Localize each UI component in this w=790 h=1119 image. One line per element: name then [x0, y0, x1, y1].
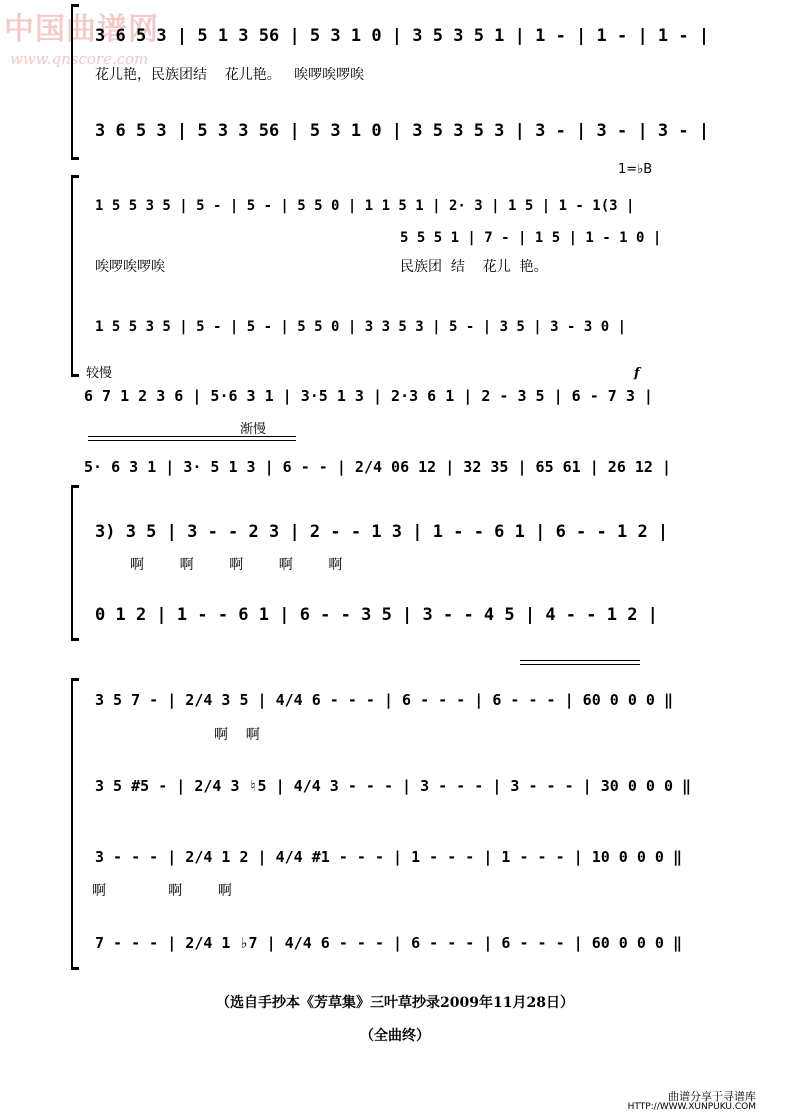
diminuendo-hairpin: [520, 660, 640, 665]
dynamic-marking: f: [634, 366, 640, 381]
end-note: （全曲终）: [360, 1028, 430, 1044]
system-brace: [71, 678, 79, 970]
lyric-line: 啊 啊 啊 啊 啊: [130, 557, 343, 573]
score-line: 1 5 5 3 5 | 5 - | 5 - | 5 5 0 | 1 1 5 1 | 2· 3 | 1 5 | 1 - 1(3 |: [95, 198, 635, 214]
score-line: 3 6 5 3 | 5 1 3 56 | 5 3 1 0 | 3 5 3 5 1 | 1 - | 1 - | 1 - |: [95, 26, 710, 46]
score-line: 6 7 1 2 3 6 | 5·6 3 1 | 3·5 1 3 | 2·3 6 1 | 2 - 3 5 | 6 - 7 3 |: [84, 387, 653, 405]
system-brace: [71, 4, 79, 160]
lyric-line: 啊 啊 啊: [92, 883, 232, 899]
watermark-logo: 中国曲谱网: [4, 12, 159, 47]
score-line: 3) 3 5 | 3 - - 2 3 | 2 - - 1 3 | 1 - - 6 1 | 6 - - 1 2 |: [95, 522, 669, 542]
key-signature: 1=♭B: [618, 162, 653, 177]
system-brace: [71, 485, 79, 641]
score-line: 0 1 2 | 1 - - 6 1 | 6 - - 3 5 | 3 - - 4 5 | 4 - - 1 2 |: [95, 605, 658, 625]
watermark-url: www.qnscore.com: [10, 50, 149, 68]
lyric-line: 唉啰唉啰唉: [95, 259, 165, 275]
credit-text: 曲谱分享于寻谱库: [668, 1090, 756, 1103]
system-brace: [71, 175, 79, 377]
score-line: 3 5 #5 - | 2/4 3 ♮5 | 4/4 3 - - - | 3 - - - | 3 - - - | 30 0 0 0 ‖: [95, 777, 692, 795]
score-line: 7 - - - | 2/4 1 ♭7 | 4/4 6 - - - | 6 - - - | 6 - - - | 60 0 0 0 ‖: [95, 934, 682, 952]
score-line: 5· 6 3 1 | 3· 5 1 3 | 6 - - | 2/4 06 12 | 32 35 | 65 61 | 26 12 |: [84, 458, 671, 476]
score-line: 1 5 5 3 5 | 5 - | 5 - | 5 5 0 | 3 3 5 3 | 5 - | 3 5 | 3 - 3 0 |: [95, 319, 627, 335]
tempo-marking: 较慢: [86, 366, 113, 381]
score-line: 3 5 7 - | 2/4 3 5 | 4/4 6 - - - | 6 - - - | 6 - - - | 60 0 0 0 ‖: [95, 691, 673, 709]
score-line: 3 6 5 3 | 5 3 3 56 | 5 3 1 0 | 3 5 3 5 3 | 3 - | 3 - | 3 - |: [95, 121, 710, 141]
lyric-line: 花儿艳，民族团结 花儿艳。 唉啰唉啰唉: [95, 67, 365, 83]
lyric-line: 民族团 结 花儿 艳。: [400, 259, 548, 275]
credit-url: HTTP://WWW.XUNPUKU.COM: [627, 1102, 756, 1112]
lyric-line: 啊 啊: [214, 727, 260, 743]
tempo-marking: 渐慢: [240, 422, 267, 437]
score-line: 3 - - - | 2/4 1 2 | 4/4 #1 - - - | 1 - - - | 1 - - - | 10 0 0 0 ‖: [95, 848, 682, 866]
score-line: 5 5 5 1 | 7 - | 1 5 | 1 - 1 0 |: [400, 230, 662, 246]
source-note: （选自手抄本《芳草集》三叶草抄录2009年11月28日）: [216, 995, 574, 1011]
